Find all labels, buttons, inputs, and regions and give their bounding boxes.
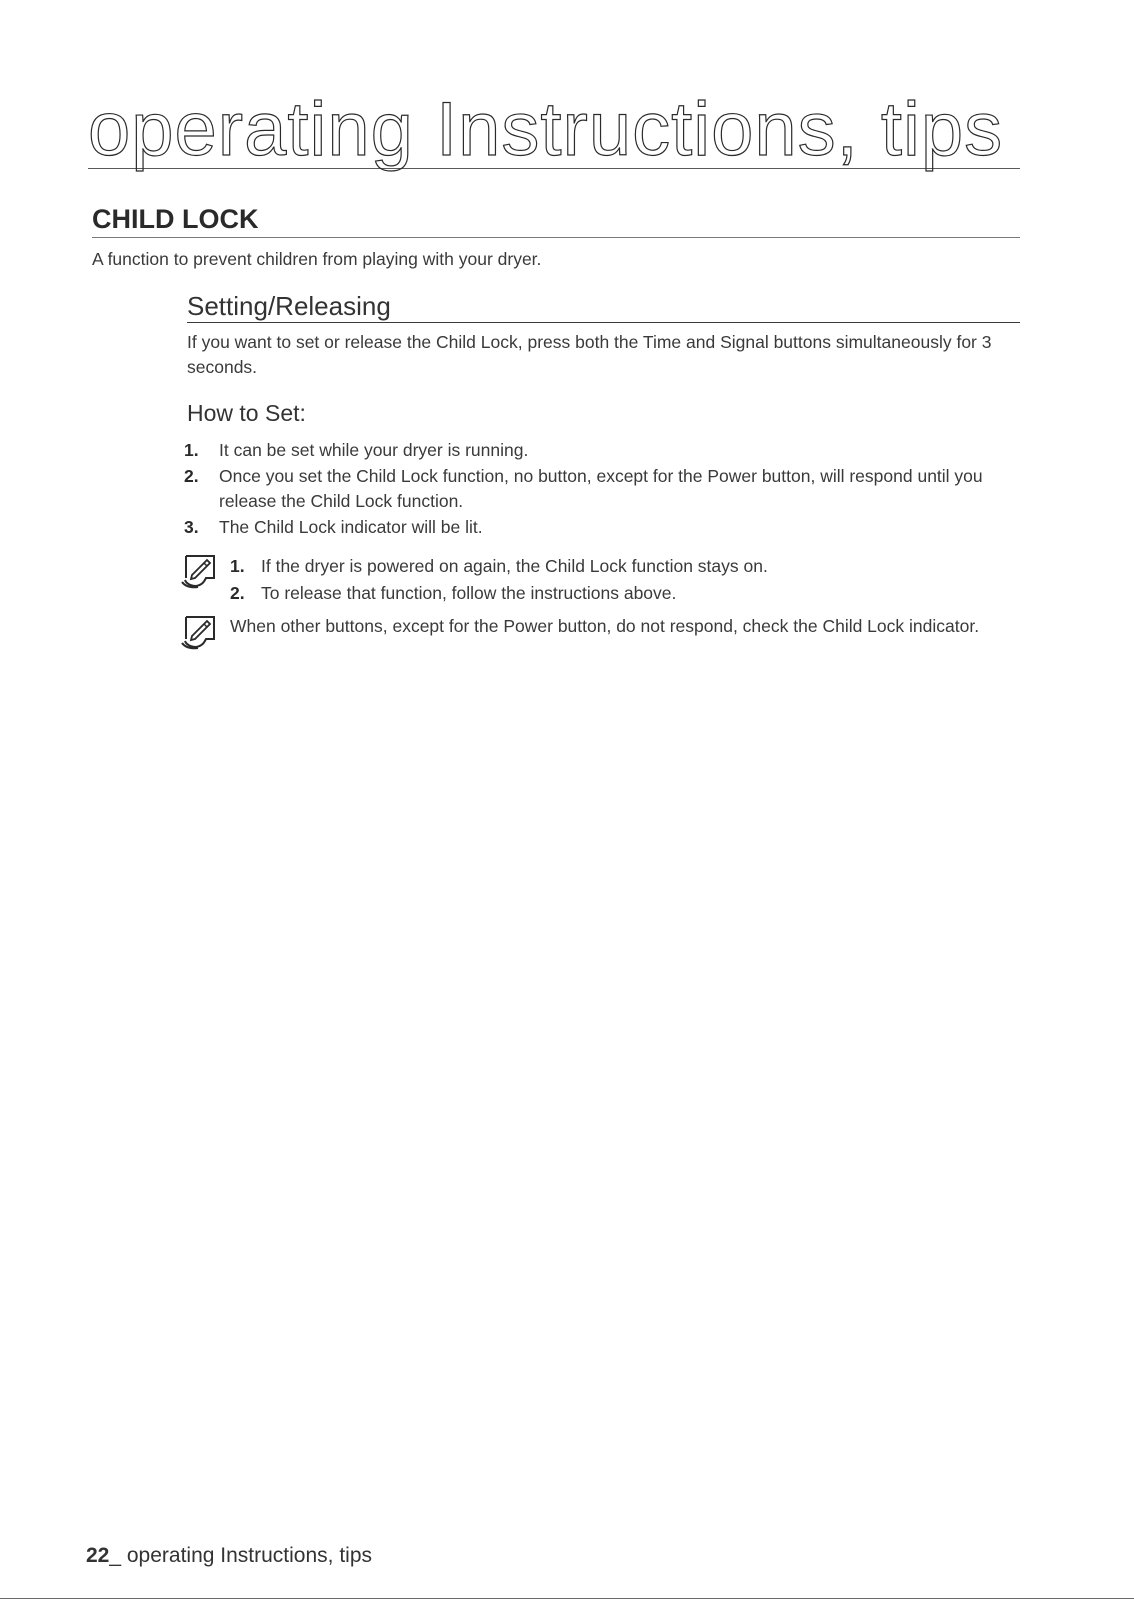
note-text: If the dryer is powered on again, the Child Lock function stays on.: [261, 556, 768, 576]
footer-separator: _: [109, 1544, 122, 1567]
list-item: [230, 580, 1020, 607]
bottom-divider: [0, 1598, 1134, 1599]
note-icon: [180, 614, 218, 650]
step-number: 3.: [184, 517, 199, 537]
page-number: 22: [86, 1544, 110, 1567]
footer-label: operating Instructions, tips: [121, 1544, 373, 1567]
subsection-header: [187, 292, 1020, 323]
note-text: When other buttons, except for the Power button, do not respond, check the Child Lock indicator.: [230, 616, 980, 636]
note-number: 1.: [230, 556, 245, 576]
page-header: [88, 87, 1020, 172]
list-item: [182, 515, 1022, 540]
note-items: [230, 553, 1020, 607]
step-text: The Child Lock indicator will be lit.: [219, 517, 483, 537]
page-footer: [86, 1544, 372, 1568]
page-title: operating Instructions, tips: [88, 87, 1004, 172]
list-item: [230, 553, 1020, 580]
step-text: It can be set while your dryer is running.: [219, 440, 529, 460]
section-header: [92, 204, 1020, 238]
step-number: 1.: [184, 440, 199, 460]
section-title: CHILD LOCK: [92, 204, 259, 234]
note-number: 2.: [230, 583, 245, 603]
note-text: To release that function, follow the instructions above.: [261, 583, 677, 603]
list-item: [182, 438, 1022, 463]
steps-list: [182, 438, 1022, 541]
step-number: 2.: [184, 466, 199, 486]
step-text: Once you set the Child Lock function, no button, except for the Power button, will respond until you release the Child Lock function.: [219, 466, 983, 511]
section-intro: A function to prevent children from playing with your dryer.: [92, 249, 542, 269]
how-to-set-title: How to Set:: [187, 400, 306, 426]
subsection-title: Setting/Releasing: [187, 291, 391, 321]
note-icon: [180, 553, 218, 589]
setting-paragraph: If you want to set or release the Child Lock, press both the Time and Signal buttons simultaneously for 3 seconds.: [187, 332, 992, 377]
list-item: [182, 464, 1022, 514]
